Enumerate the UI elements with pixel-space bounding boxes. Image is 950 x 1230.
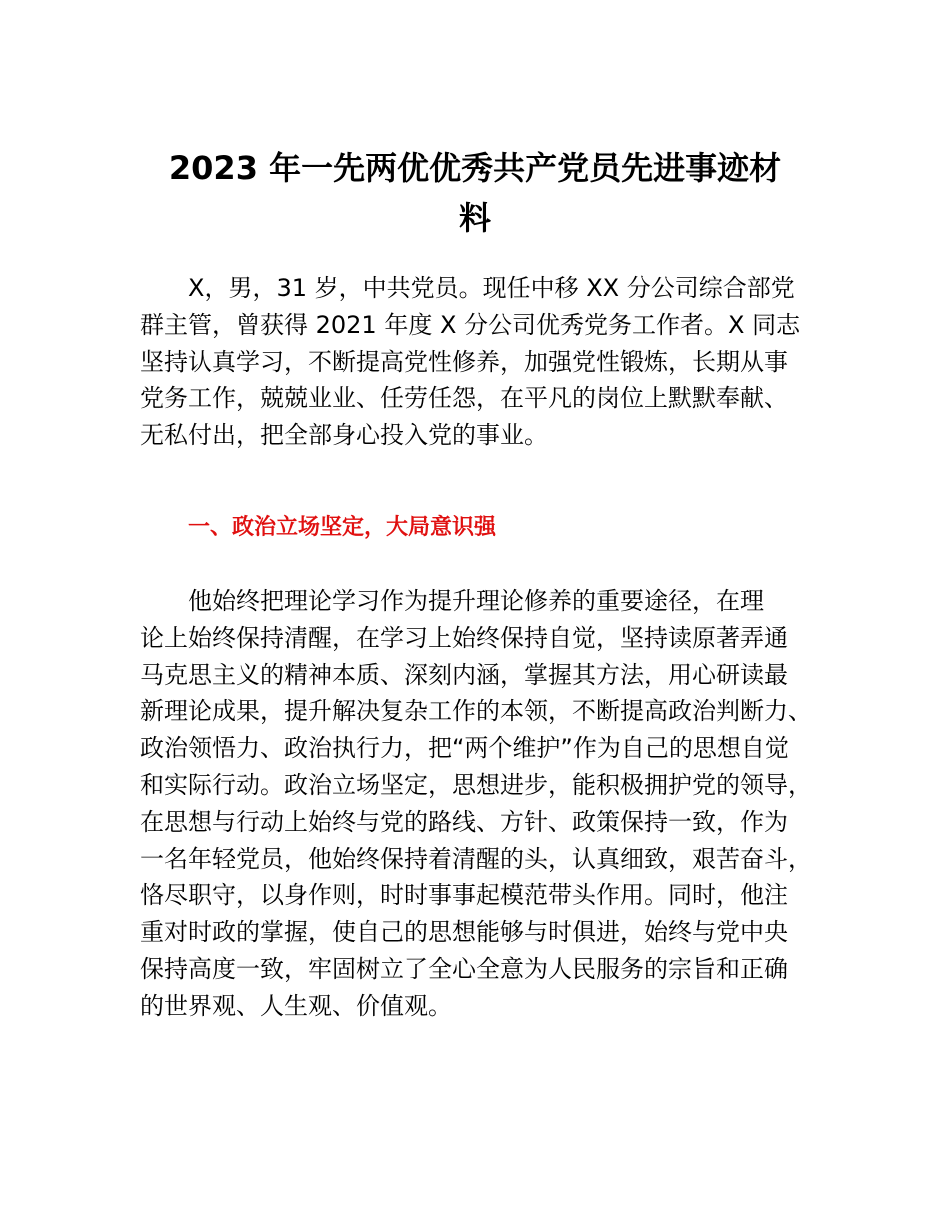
intro-line: 党务工作，兢兢业业、任劳任怨，在平凡的岗位上默默奉献、: [140, 384, 788, 413]
section-line: 马克思主义的精神本质、深刻内涵，掌握其方法，用心研读最: [140, 660, 788, 689]
intro-line: 无私付出，把全部身心投入党的事业。: [140, 421, 548, 450]
intro-line: X，男，31 岁，中共党员。现任中移 XX 分公司综合部党: [188, 274, 795, 302]
section-line: 和实际行动。政治立场坚定，思想进步，能积极拥护党的领导，: [140, 770, 812, 799]
section-paragraph: [140, 583, 812, 1025]
document-title: [140, 143, 810, 243]
section-line: 保持高度一致，牢固树立了全心全意为人民服务的宗旨和正确: [140, 954, 788, 983]
section-line: 在思想与行动上始终与党的路线、方针、政策保持一致，作为: [140, 807, 788, 836]
title-line-2: 料: [458, 199, 491, 237]
intro-line: 群主管，曾获得 2021 年度 X 分公司优秀党务工作者。X 同志: [140, 310, 801, 339]
intro-paragraph: [140, 270, 812, 454]
section-line: 他始终把理论学习作为提升理论修养的重要途径，在理: [188, 587, 764, 615]
section-line: 政治领悟力、政治执行力，把“两个维护”作为自己的思想自觉: [140, 734, 789, 763]
title-line-1: 2023 年一先两优优秀共产党员先进事迹材: [168, 149, 782, 187]
section-line: 的世界观、人生观、价值观。: [140, 991, 452, 1020]
section-line: 论上始终保持清醒，在学习上始终保持自觉，坚持读原著弄通: [140, 623, 788, 652]
section-line: 重对时政的掌握，使自己的思想能够与时俱进，始终与党中央: [140, 918, 788, 947]
section-line: 新理论成果，提升解决复杂工作的本领，不断提高政治判断力、: [140, 697, 812, 726]
section-line: 恪尽职守，以身作则，时时事事起模范带头作用。同时，他注: [140, 881, 788, 910]
intro-line: 坚持认真学习，不断提高党性修养，加强党性锻炼，长期从事: [140, 347, 788, 376]
section-heading: 一、政治立场坚定，大局意识强: [188, 514, 497, 540]
section-line: 一名年轻党员，他始终保持着清醒的头，认真细致，艰苦奋斗，: [140, 844, 812, 873]
